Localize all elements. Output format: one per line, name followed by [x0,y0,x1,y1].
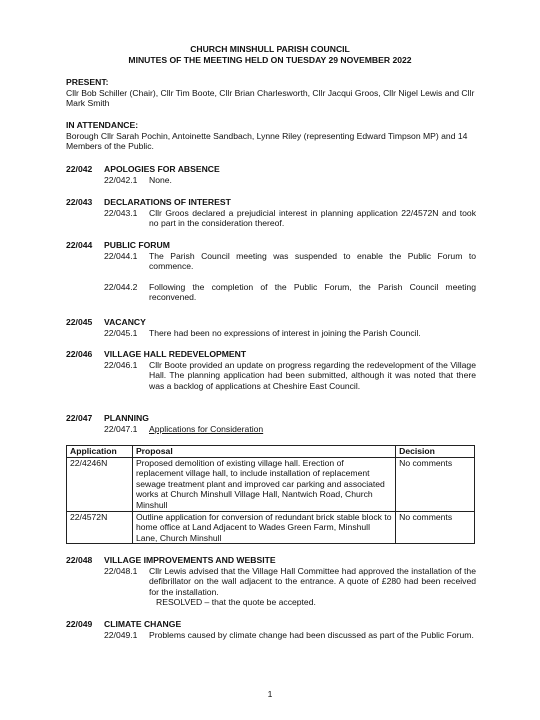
section-number: 22/043 [66,197,93,207]
present-block [66,77,476,109]
section-title: CLIMATE CHANGE [104,619,182,629]
table-row [67,511,475,544]
minute-item [104,175,476,186]
item-number: 22/048.1 [104,565,138,576]
section-number: 22/046 [66,349,93,359]
section-village-hall [66,349,476,391]
section-heading [66,240,476,251]
item-number: 22/045.1 [104,327,138,338]
item-number: 22/043.1 [104,207,138,218]
minute-item [104,630,476,641]
section-public-forum [66,240,476,303]
section-heading [66,555,476,566]
item-text: There had been no expressions of interest in joining the Parish Council. [149,327,421,338]
item-text: Following the completion of the Public Forum, the Parish Council meeting reconvened. [149,281,476,303]
section-title: PLANNING [104,413,149,423]
minute-item [104,360,476,392]
proposal-cell: Proposed demolition of existing village hall. Erection of replacement village hall, to include installation of replacement sewage treatment plant and improved car parking and associated works at Church Minshull Village Hall, Nantwich Road, Church Minshull [132,457,395,511]
item-number: 22/049.1 [104,629,138,640]
proposal-cell: Outline application for conversion of redundant brick stable block to home office at Land Adjacent to Wades Green Farm, Minshull Lane, Church Minshull [132,511,395,544]
section-number: 22/042 [66,164,93,174]
item-number: 22/042.1 [104,174,138,185]
item-text: None. [149,174,172,185]
minute-item [104,328,476,339]
section-title: PUBLIC FORUM [104,240,170,250]
column-header-proposal: Proposal [132,446,395,458]
planning-applications-table [66,445,475,544]
decision-cell: No comments [396,457,475,511]
section-title: VILLAGE IMPROVEMENTS AND WEBSITE [104,555,276,565]
present-label: PRESENT: [66,77,109,87]
meeting-title: MINUTES OF THE MEETING HELD ON TUESDAY 29 NOVEMBER 2022 [128,55,412,65]
item-number: 22/044.2 [104,281,138,292]
minute-item [104,282,476,303]
minute-item [104,251,476,272]
resolved-line: RESOLVED – that the quote be accepted. [156,597,316,608]
section-title: DECLARATIONS OF INTEREST [104,197,231,207]
table-row [67,457,475,511]
minute-item [104,566,476,598]
section-heading [66,197,476,208]
section-number: 22/049 [66,619,93,629]
attendance-block [66,120,476,152]
section-heading [66,164,476,175]
present-text: Cllr Bob Schiller (Chair), Cllr Tim Boote, Cllr Brian Charlesworth, Cllr Jacqui Groos, Cllr Nigel Lewis and Cllr Mark Smith [66,87,475,109]
attendance-text: Borough Cllr Sarah Pochin, Antoinette Sandbach, Lynne Riley (representing Edward Timpson MP) and 14 Members of the Public. [66,130,468,152]
column-header-decision: Decision [396,446,475,458]
minute-item [104,208,476,229]
attendance-label: IN ATTENDANCE: [66,120,139,130]
item-text: Cllr Groos declared a prejudicial interest in planning application 22/4572N and took no part in the consideration thereof. [149,207,476,229]
section-number: 22/045 [66,317,93,327]
minute-item [104,424,476,435]
item-number: 22/046.1 [104,359,138,370]
section-planning [66,413,476,434]
table-header-row [67,446,475,458]
section-heading [66,619,476,630]
item-text: Applications for Consideration [149,423,264,434]
item-number: 22/047.1 [104,423,138,434]
section-number: 22/047 [66,413,93,423]
section-number: 22/044 [66,240,93,250]
section-number: 22/048 [66,555,93,565]
column-header-application: Application [67,446,133,458]
item-number: 22/044.1 [104,250,138,261]
section-climate-change [66,619,476,640]
section-heading [66,349,476,360]
section-declarations [66,197,476,229]
section-apologies [66,164,476,185]
section-heading [66,317,476,328]
item-text: Cllr Boote provided an update on progress regarding the redevelopment of the Village Hall. The planning application had been submitted, although it was noted that there was a backlog of applications at Cheshire East Council. [149,359,476,391]
section-title: VILLAGE HALL REDEVELOPMENT [104,349,247,359]
section-heading [66,413,476,424]
section-village-improvements [66,555,476,608]
application-cell: 22/4572N [67,511,133,544]
application-cell: 22/4246N [67,457,133,511]
item-text: Cllr Lewis advised that the Village Hall Committee had approved the installation of the defibrillator on the wall adjacent to the entrance. A quote of £280 had been received for the installation. [149,565,476,597]
section-title: APOLOGIES FOR ABSENCE [104,164,220,174]
section-vacancy [66,317,476,338]
item-text: The Parish Council meeting was suspended to enable the Public Forum to commence. [149,250,476,272]
council-title: CHURCH MINSHULL PARISH COUNCIL [190,44,350,54]
section-title: VACANCY [104,317,146,327]
decision-cell: No comments [396,511,475,544]
item-text: Problems caused by climate change had been discussed as part of the Public Forum. [149,629,474,640]
page-number: 1 [267,689,273,699]
